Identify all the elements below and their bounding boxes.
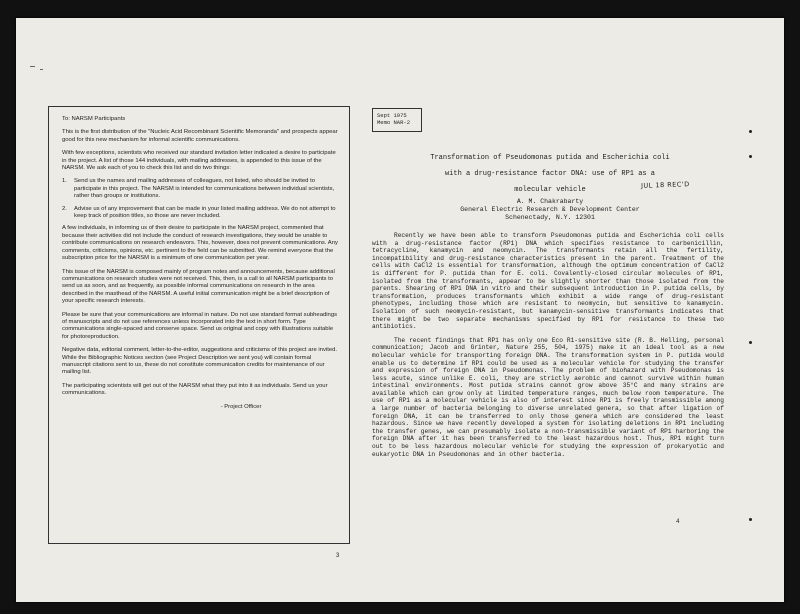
item-number: 1. — [62, 178, 67, 185]
left-page-number: 3 — [336, 553, 340, 559]
numbered-item — [62, 206, 340, 221]
body-paragraph: Please be sure that your communications are informal in nature. Do not use standard format subheadings of manuscripts and do not use references unless incorporated into the text in short form. Type communications single-spaced and conserve space. Send us original and copy with illustrations suitable for photoreproduction. — [62, 311, 338, 340]
memo-label-box — [372, 108, 422, 132]
title-line: molecular vehicle — [514, 186, 586, 194]
author-city: Schenectady, N.Y. 12301 — [505, 214, 595, 221]
left-page-text — [62, 116, 340, 411]
intro-paragraph: This is the first distribution of the "Nucleic Acid Recombinant Scientific Memoranda" and prospects appear good for this new mechanism for informal scientific communications. — [62, 129, 338, 143]
to-line: To: NARSM Participants — [62, 116, 126, 122]
body-paragraph: Recently we have been able to transform Pseudomonas putida and Escherichia coli cells with a drug-resistance factor (RP1) DNA which specifies resistance to carbenicillin, tetracycline, kanamycin and neomycin. The transformants retain all the fertility, incompatibility and drug-resistance characteristics present in the parent. Treatment of the cells with CaCl2 is essential for transformation, although the optimum concentration of CaCl2 is different for P. putida than for E. coli. Covalently-closed circular molecules of RP1, isolated from the transformants, appear to be slightly shorter than those isolated from the parents. Shearing of RP1 DNA in vitro and their subsequent introduction in P. putida cells, by transformation, produces transformants which exhibit a wide range of drug-resistant phenotypes, including those which are resistant to neomycin, but sensitive to kanamycin. Isolation of such neomycin-resistant, but kanamycin-sensitive transformants indicates that there might be two separate mechanisms specified by RP1 for resistance to these two antibiotics. — [372, 232, 724, 331]
memo-number: Memo NAR-2 — [377, 119, 411, 126]
binder-hole-mark — [749, 130, 752, 133]
item-number: 2. — [62, 205, 67, 212]
item-text: Advise us of any improvement that can be made in your listed mailing address. We do not attempt to keep track of position titles, so those are never included. — [74, 205, 336, 220]
invitation-paragraph: With few exceptions, scientists who received our standard invitation letter indicated a desire to participate in the project. A list of those 144 individuals, with mailing addresses, is appended to this issue of the NARSM. We ask each of you to check this list and do two things: — [62, 150, 336, 172]
memo-date: Sept 1975 — [377, 112, 407, 119]
author-name: A. M. Chakrabarty — [516, 198, 584, 205]
scan-mark — [30, 66, 35, 67]
author-organization: General Electric Research & Development Center — [460, 206, 640, 213]
body-paragraph: Negative data, editorial comment, letter-to-the-editor, suggestions and criticisms of this project are invited. While the Bibliographic Notices section (see Project Description we sent you) will contain formal manuscript citations sent to us, these do not constitute communication credits for maintenance of our mailing list. — [62, 347, 338, 376]
title-line: Transformation of Pseudomonas putida and Escherichia coli — [430, 154, 670, 162]
body-paragraph: The participating scientists will get out of the NARSM what they put into it as individuals. Send us your communications. — [62, 382, 328, 397]
received-stamp: JUL 18 REC'D — [640, 180, 690, 190]
author-block — [390, 198, 710, 222]
body-paragraph: The recent findings that RP1 has only one Eco R1-sensitive site (R. B. Helling, personal communication; Jacob and Grinter, Nature 255, 504, 1975) make it an ideal tool as a new molecular vehicle for transporting foreign DNA. The transformation system in P. putida would enable us to determine if RP1 could be used as a molecular vehicle for studying the transfer and expression of foreign DNA in Pseudomonas. The problem of biohazard with Pseudomonas is less acute, since unlike E. coli, they are strictly aerobic and cannot survive within human intestinal environments. Most putida strains cannot grow above 35°C and many strains are available which can grow only at limited temperature ranges, much below room temperature. The use of RP1 as a molecular vehicle is also of interest since RP1 is freely transmissible among a large number of bacteria belonging to diverse unrelated genera, so that after ligation of foreign DNA, it can be transferred to only those genera which are considered the least hazardous. Since we have recently developed a system for isolating deletions in RP1 including the transfer genes, we can presumably isolate a non-transmissible variant of RP1 harboring the foreign DNA after it has been transferred to the least hazardous host. Thus, RP1 might turn out to be less hazardous molecular vehicle for studying the expression of prokaryotic and eukaryotic DNA in Pseudomonas and in other bacteria. — [372, 336, 724, 458]
right-page-body — [372, 232, 724, 464]
binder-hole-mark — [749, 518, 752, 521]
title-line: with a drug-resistance factor DNA: use of RP1 as a — [444, 170, 656, 178]
body-paragraph: A few individuals, in informing us of their desire to participate in the NARSM project, commented that because their activities did not include the conduct of research investigations, they would be unable to contribute communications on research endeavors. This, however, does not prevent communications. Any comments, criticisms, opinions, etc. pertinent to the field can be submitted. We remind everyone that the subscription price for the NARSM is a minimum of one communication per year. — [62, 225, 338, 262]
signoff: - Project Officer — [220, 403, 262, 410]
body-paragraph: This issue of the NARSM is composed mainly of program notes and announcements, because additional communications on research studies were not received. This, then, is a call to all NARSM participants to send us as soon, and as frequently, as possible informal communications on research in the area described in the masthead of the NARSM. A useful initial communication might be a brief description of your specific research interests. — [62, 268, 335, 305]
item-text: Send us the names and mailing addresses of colleagues, not listed, who should be invited to participate in this project. The NARSM is intended for communications between individual scientists, rather than groups or institutions. — [74, 178, 335, 200]
binder-hole-mark — [749, 341, 752, 344]
binder-hole-mark — [749, 155, 752, 158]
scan-mark — [40, 69, 43, 70]
numbered-item — [62, 178, 340, 200]
memo-title — [390, 150, 710, 198]
right-page-number: 4 — [676, 518, 680, 525]
